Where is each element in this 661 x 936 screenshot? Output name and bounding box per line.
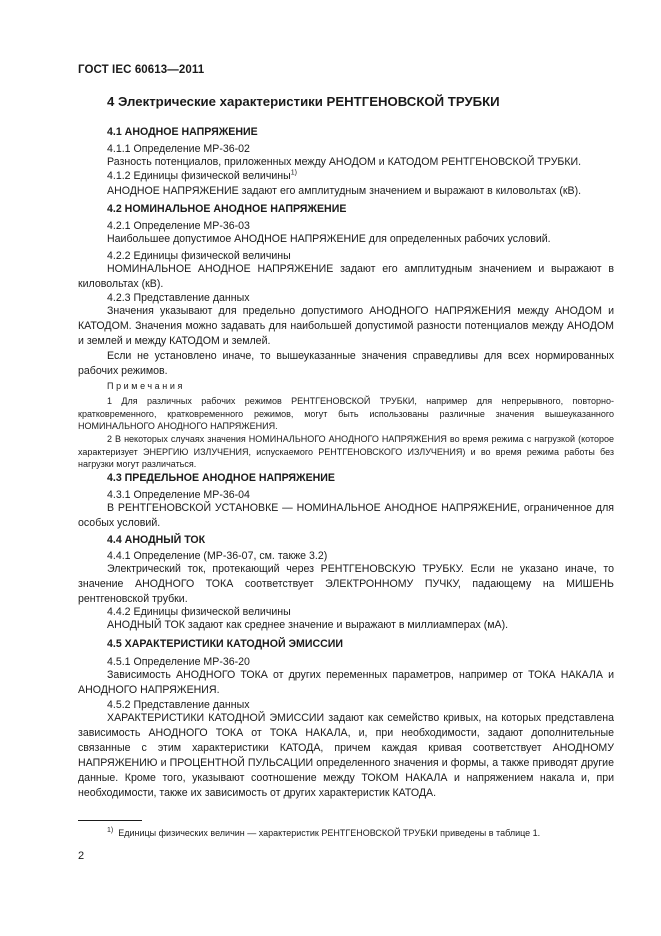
footnote-mark: 1) (107, 827, 114, 834)
clause-4-3-1: 4.3.1 Определение МР-36-04 (107, 489, 250, 501)
section-4-3-title: 4.3 ПРЕДЕЛЬНОЕ АНОДНОЕ НАПРЯЖЕНИЕ (107, 472, 335, 484)
section-4-2-title: 4.2 НОМИНАЛЬНОЕ АНОДНОЕ НАПРЯЖЕНИЕ (107, 203, 347, 215)
clause-4-2-3: 4.2.3 Представление данных (107, 292, 250, 304)
clause-4-4-1-text: Электрический ток, протекающий через РЕНТГЕНОВСКУЮ ТРУБКУ. Если не указано иначе, то значение АНОДНОГО ТОКА соответствует ЭЛЕКТРОННОМУ ПУЧКУ, падающему на МИШЕНЬ рентгеновской трубки. (78, 563, 614, 605)
clause-4-4-1: 4.4.1 Определение (МР-36-07, см. также 3.2) (107, 550, 328, 562)
clause-4-2-1: 4.2.1 Определение МР-36-03 (107, 220, 250, 232)
footnote-ref: 1) (290, 169, 297, 177)
clause-4-2-2-text: НОМИНАЛЬНОЕ АНОДНОЕ НАПРЯЖЕНИЕ задают его амплитудным значением и выражают в киловольтах (кВ). (78, 263, 614, 290)
clause-4-2-3-text: Значения указывают для предельно допустимого АНОДНОГО НАПРЯЖЕНИЯ между АНОДОМ и КАТОДОМ. Значения можно задавать для наибольшей допустимой разности потенциалов между АНОДОМ и землей и между КАТОДОМ и землей. (78, 305, 614, 347)
clause-4-3-1-text: В РЕНТГЕНОВСКОЙ УСТАНОВКЕ — НОМИНАЛЬНОЕ АНОДНОЕ НАПРЯЖЕНИЕ, ограниченное для особых условий. (78, 502, 614, 529)
clause-4-1-2-text: АНОДНОЕ НАПРЯЖЕНИЕ задают его амплитудным значением и выражают в киловольтах (кВ). (107, 185, 582, 197)
section-4-1-title: 4.1 АНОДНОЕ НАПРЯЖЕНИЕ (107, 126, 258, 138)
clause-4-4-2: 4.4.2 Единицы физической величины (107, 606, 291, 618)
footnote-divider (78, 820, 142, 821)
clause-4-5-1-text: Зависимость АНОДНОГО ТОКА от других переменных параметров, например от ТОКА НАКАЛА и АНОДНОГО НАПРЯЖЕНИЯ. (78, 669, 614, 696)
note-1: 1 Для различных рабочих режимов РЕНТГЕНОВСКОЙ ТРУБКИ, например для непрерывного, повторно-кратковременного, кратковременного режимов, могут быть использованы различные значения вышеуказанного НОМИНАЛЬНОГО АНОДНОГО НАПРЯЖЕНИЯ. (78, 396, 614, 431)
footnote-text: Единицы физических величин — характеристик РЕНТГЕНОВСКОЙ ТРУБКИ приведены в таблице 1. (118, 828, 541, 838)
clause-4-5-2: 4.5.2 Представление данных (107, 699, 250, 711)
clause-4-2-3-text-2: Если не установлено иначе, то вышеуказанные значения справедливы для всех нормированных рабочих режимов. (78, 350, 614, 377)
standard-header: ГОСТ IEC 60613—2011 (78, 64, 205, 76)
clause-4-1-1-text: Разность потенциалов, приложенных между АНОДОМ и КАТОДОМ РЕНТГЕНОВСКОЙ ТРУБКИ. (107, 156, 582, 168)
clause-4-1-2-label: 4.1.2 Единицы физической величины (107, 170, 291, 182)
clause-4-1-2 (107, 170, 297, 182)
section-4-4-title: 4.4 АНОДНЫЙ ТОК (107, 534, 206, 546)
chapter-title: 4 Электрические характеристики РЕНТГЕНОВСКОЙ ТРУБКИ (107, 94, 500, 109)
notes-heading: Примечания (107, 381, 185, 391)
clause-4-2-1-text: Наибольшее допустимое АНОДНОЕ НАПРЯЖЕНИЕ для определенных рабочих условий. (107, 233, 551, 245)
clause-4-1-1: 4.1.1 Определение МР-36-02 (107, 143, 250, 155)
footnote (107, 828, 540, 838)
clause-4-4-2-text: АНОДНЫЙ ТОК задают как среднее значение и выражают в миллиамперах (мА). (107, 619, 509, 631)
page-number: 2 (78, 850, 85, 862)
clause-4-2-2: 4.2.2 Единицы физической величины (107, 250, 291, 262)
clause-4-5-2-text: ХАРАКТЕРИСТИКИ КАТОДНОЙ ЭМИССИИ задают как семейство кривых, на которых представлена зависимость АНОДНОГО ТОКА от ТОКА НАКАЛА, и, при необходимости, задают дополнительные связанные с этим характеристики КАТОДА, причем каждая кривая соответствует АНОДНОМУ НАПРЯЖЕНИЮ и ПРОЦЕНТНОЙ ПУЛЬСАЦИИ определенного значения и формы, а также приводят другие данные. Кроме того, указывают соотношение между ТОКОМ НАКАЛА и напряжением накала и, при необходимости, также их зависимость от других характеристик КАТОДА. (78, 712, 614, 799)
note-2: 2 В некоторых случаях значения НОМИНАЛЬНОГО АНОДНОГО НАПРЯЖЕНИЯ во время режима с нагрузкой (которое характеризует ЭНЕРГИЮ ИЗЛУЧЕНИЯ, испускаемого РЕНТГЕНОВСКОГО ИЗЛУЧЕНИЯ) и во время режима работы без нагрузки могут различаться. (78, 434, 614, 469)
clause-4-5-1: 4.5.1 Определение МР-36-20 (107, 656, 250, 668)
section-4-5-title: 4.5 ХАРАКТЕРИСТИКИ КАТОДНОЙ ЭМИССИИ (107, 638, 344, 650)
